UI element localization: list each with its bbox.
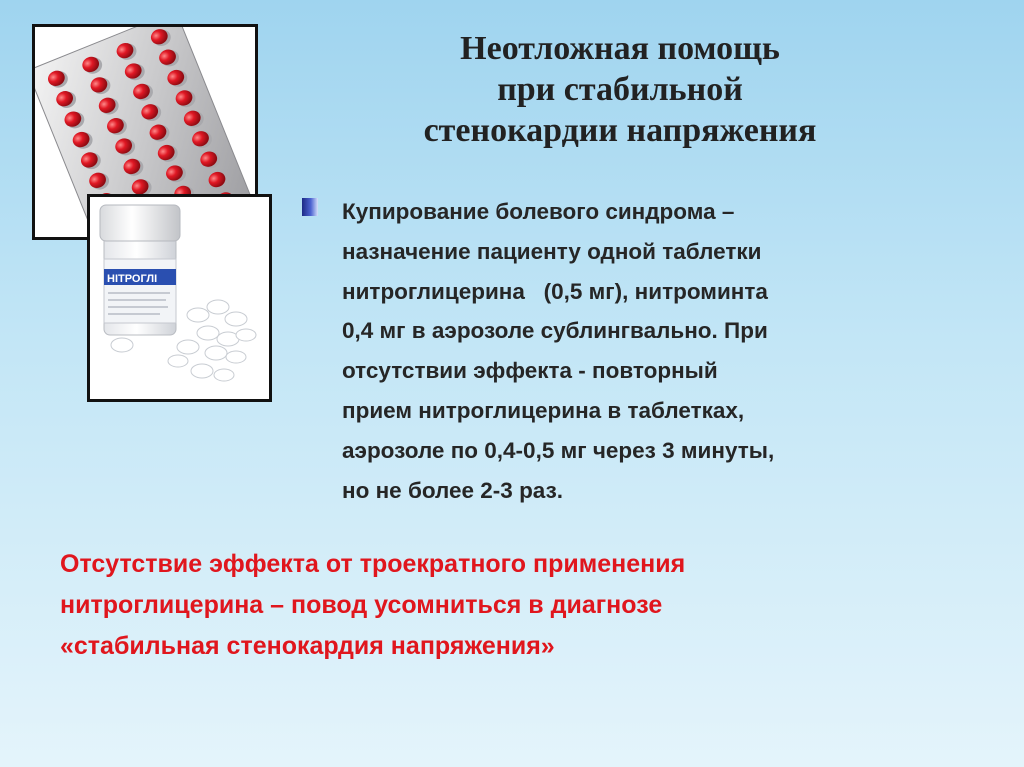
bullet-line: но не более 2-3 раз. bbox=[342, 477, 564, 503]
bullet-line: аэрозоле по 0,4-0,5 мг через 3 минуты, bbox=[342, 437, 775, 463]
warning-line: Отсутствие эффекта от троекратного применения bbox=[60, 550, 686, 578]
slide-title bbox=[310, 28, 930, 151]
bullet-line: отсутствии эффекта - повторный bbox=[342, 358, 718, 384]
bullet-line: Купирование болевого синдрома – bbox=[342, 199, 735, 224]
warning-line: нитроглицерина – повод усомниться в диагнозе bbox=[60, 591, 663, 619]
warning-note bbox=[60, 544, 980, 667]
title-line-1: Неотложная помощь bbox=[460, 30, 780, 67]
title-line-2: при стабильной bbox=[497, 71, 743, 108]
bullet-square-icon bbox=[302, 198, 318, 216]
warning-line: «стабильная стенокардия напряжения» bbox=[60, 632, 555, 660]
bottle-image bbox=[90, 197, 269, 399]
bullet-line: нитроглицерина (0,5 мг), нитроминта bbox=[342, 278, 768, 304]
bottle-label-text: НІТРОГЛІ bbox=[107, 273, 158, 285]
nitroglycerin-bottle-photo bbox=[87, 194, 272, 402]
title-line-3: стенокардии напряжения bbox=[423, 112, 817, 149]
bullet-line: назначение пациенту одной таблетки bbox=[342, 238, 762, 264]
bullet-line: 0,4 мг в аэрозоле сублингвально. При bbox=[342, 318, 768, 344]
bullet-paragraph bbox=[342, 192, 982, 510]
bullet-line: прием нитроглицерина в таблетках, bbox=[342, 397, 745, 423]
